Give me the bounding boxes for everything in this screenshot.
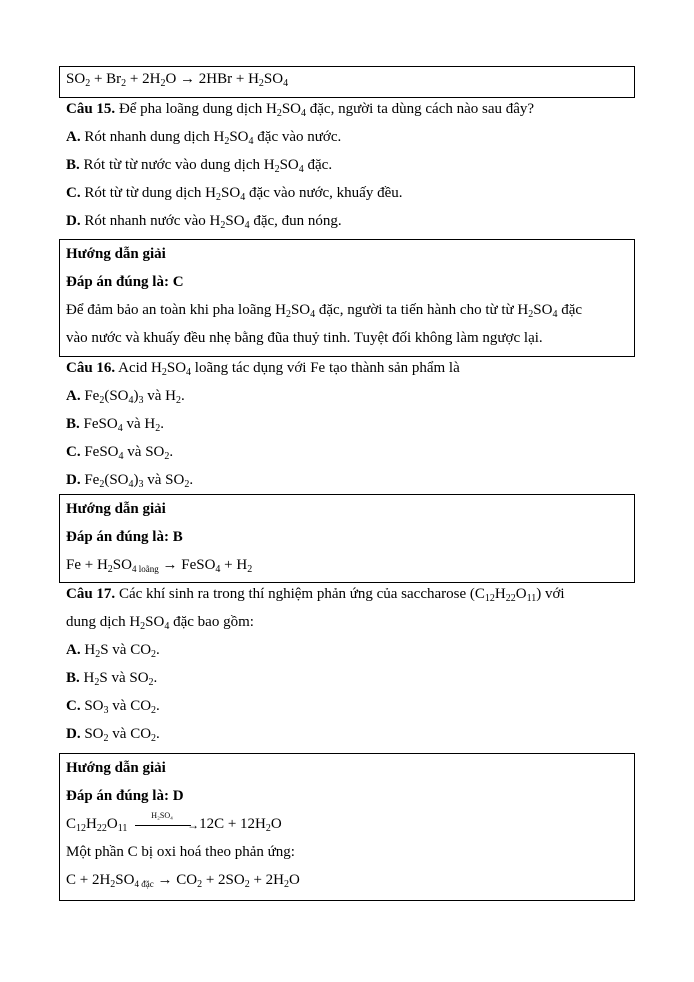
question-label: Câu 16. (66, 360, 116, 376)
catalyst-label: H₂SO₄ (151, 810, 173, 820)
correct-answer: Đáp án đúng là: D (66, 788, 184, 804)
equation-so2-br2: $SO_2 + Br_2 + 2H_2O \to 2HBr + H_2SO_4$ (66, 71, 289, 89)
solution-heading: Hướng dẫn giải (66, 246, 166, 262)
solution-note: Một phần C bị oxi hoá theo phản ứng: (66, 844, 295, 860)
option-b: B. Rót từ từ nước vào dung dịch $H_2SO_4$ đặc. (66, 157, 333, 175)
option-c: C. FeSO$_4$ và $SO_2$. (66, 444, 174, 462)
option-a: A. $Fe_2(SO_4)_3$ và $H_2$. (66, 388, 185, 406)
solution-box-16 (59, 494, 635, 583)
question-17-stem-line-1: Câu 17. Các khí sinh ra trong thí nghiệm phản ứng của saccharose $(C_{12}H_{22}O_{11})$ với (66, 586, 565, 604)
solution-text-line-2: vào nước và khuấy đều nhẹ bằng đũa thuỷ tinh. Tuyệt đối không làm ngược lại. (66, 330, 543, 346)
document-page (59, 66, 635, 901)
question-label: Câu 15. (66, 101, 116, 117)
solution-heading: Hướng dẫn giải (66, 501, 166, 517)
question-15 (59, 95, 635, 235)
option-d: D. $Fe_2(SO_4)_3$ và $SO_2$. (66, 472, 194, 490)
question-16-stem: Câu 16. Acid $H_2SO_4$ loãng tác dụng với Fe tạo thành sản phẩm là (66, 360, 460, 378)
reaction-equation: $Fe + H_2SO_{4 loãng}$ → FeSO$_4$ + $H_2$ (66, 557, 253, 575)
question-label: Câu 17. (66, 586, 116, 602)
question-15-stem: Câu 15. Để pha loãng dung dịch $H_2SO_4$ đặc, người ta dùng cách nào sau đây? (66, 101, 535, 119)
option-d: D. $SO_2$ và $CO_2$. (66, 726, 160, 744)
solution-text-line-1: Để đảm bảo an toàn khi pha loãng $H_2SO_4$ đặc, người ta tiến hành cho từ từ $H_2SO_4$ đặc (66, 302, 583, 320)
correct-answer: Đáp án đúng là: B (66, 529, 183, 545)
option-d: D. Rót nhanh nước vào $H_2SO_4$ đặc, đun nóng. (66, 213, 342, 231)
reaction-arrow-icon: H₂SO₄ → (133, 818, 197, 832)
correct-answer: Đáp án đúng là: C (66, 274, 184, 290)
question-17-stem-line-2: dung dịch $H_2SO_4$ đặc bao gồm: (66, 614, 254, 632)
reaction-equation-2: $C + 2H_2SO_{4 đặc} \to CO_2 + 2SO_2 + 2H_2O$ (66, 872, 300, 890)
solution-heading: Hướng dẫn giải (66, 760, 166, 776)
reaction-equation-1: $C_{12}H_{22}O_{11}$ H₂SO₄ → $12C + 12H_2O$ (66, 810, 282, 834)
question-17 (59, 580, 635, 748)
option-b: B. $H_2S$ và $SO_2$. (66, 670, 158, 688)
solution-box-17 (59, 753, 635, 901)
equation-box-top (59, 66, 635, 98)
question-16 (59, 354, 635, 494)
option-a: A. Rót nhanh dung dịch $H_2SO_4$ đặc vào nước. (66, 129, 342, 147)
option-c: C. $SO_3$ và $CO_2$. (66, 698, 160, 716)
solution-box-15 (59, 239, 635, 357)
option-c: C. Rót từ từ dung dịch $H_2SO_4$ đặc vào nước, khuấy đều. (66, 185, 403, 203)
option-b: B. FeSO$_4$ và $H_2$. (66, 416, 164, 434)
option-a: A. $H_2S$ và $CO_2$. (66, 642, 160, 660)
